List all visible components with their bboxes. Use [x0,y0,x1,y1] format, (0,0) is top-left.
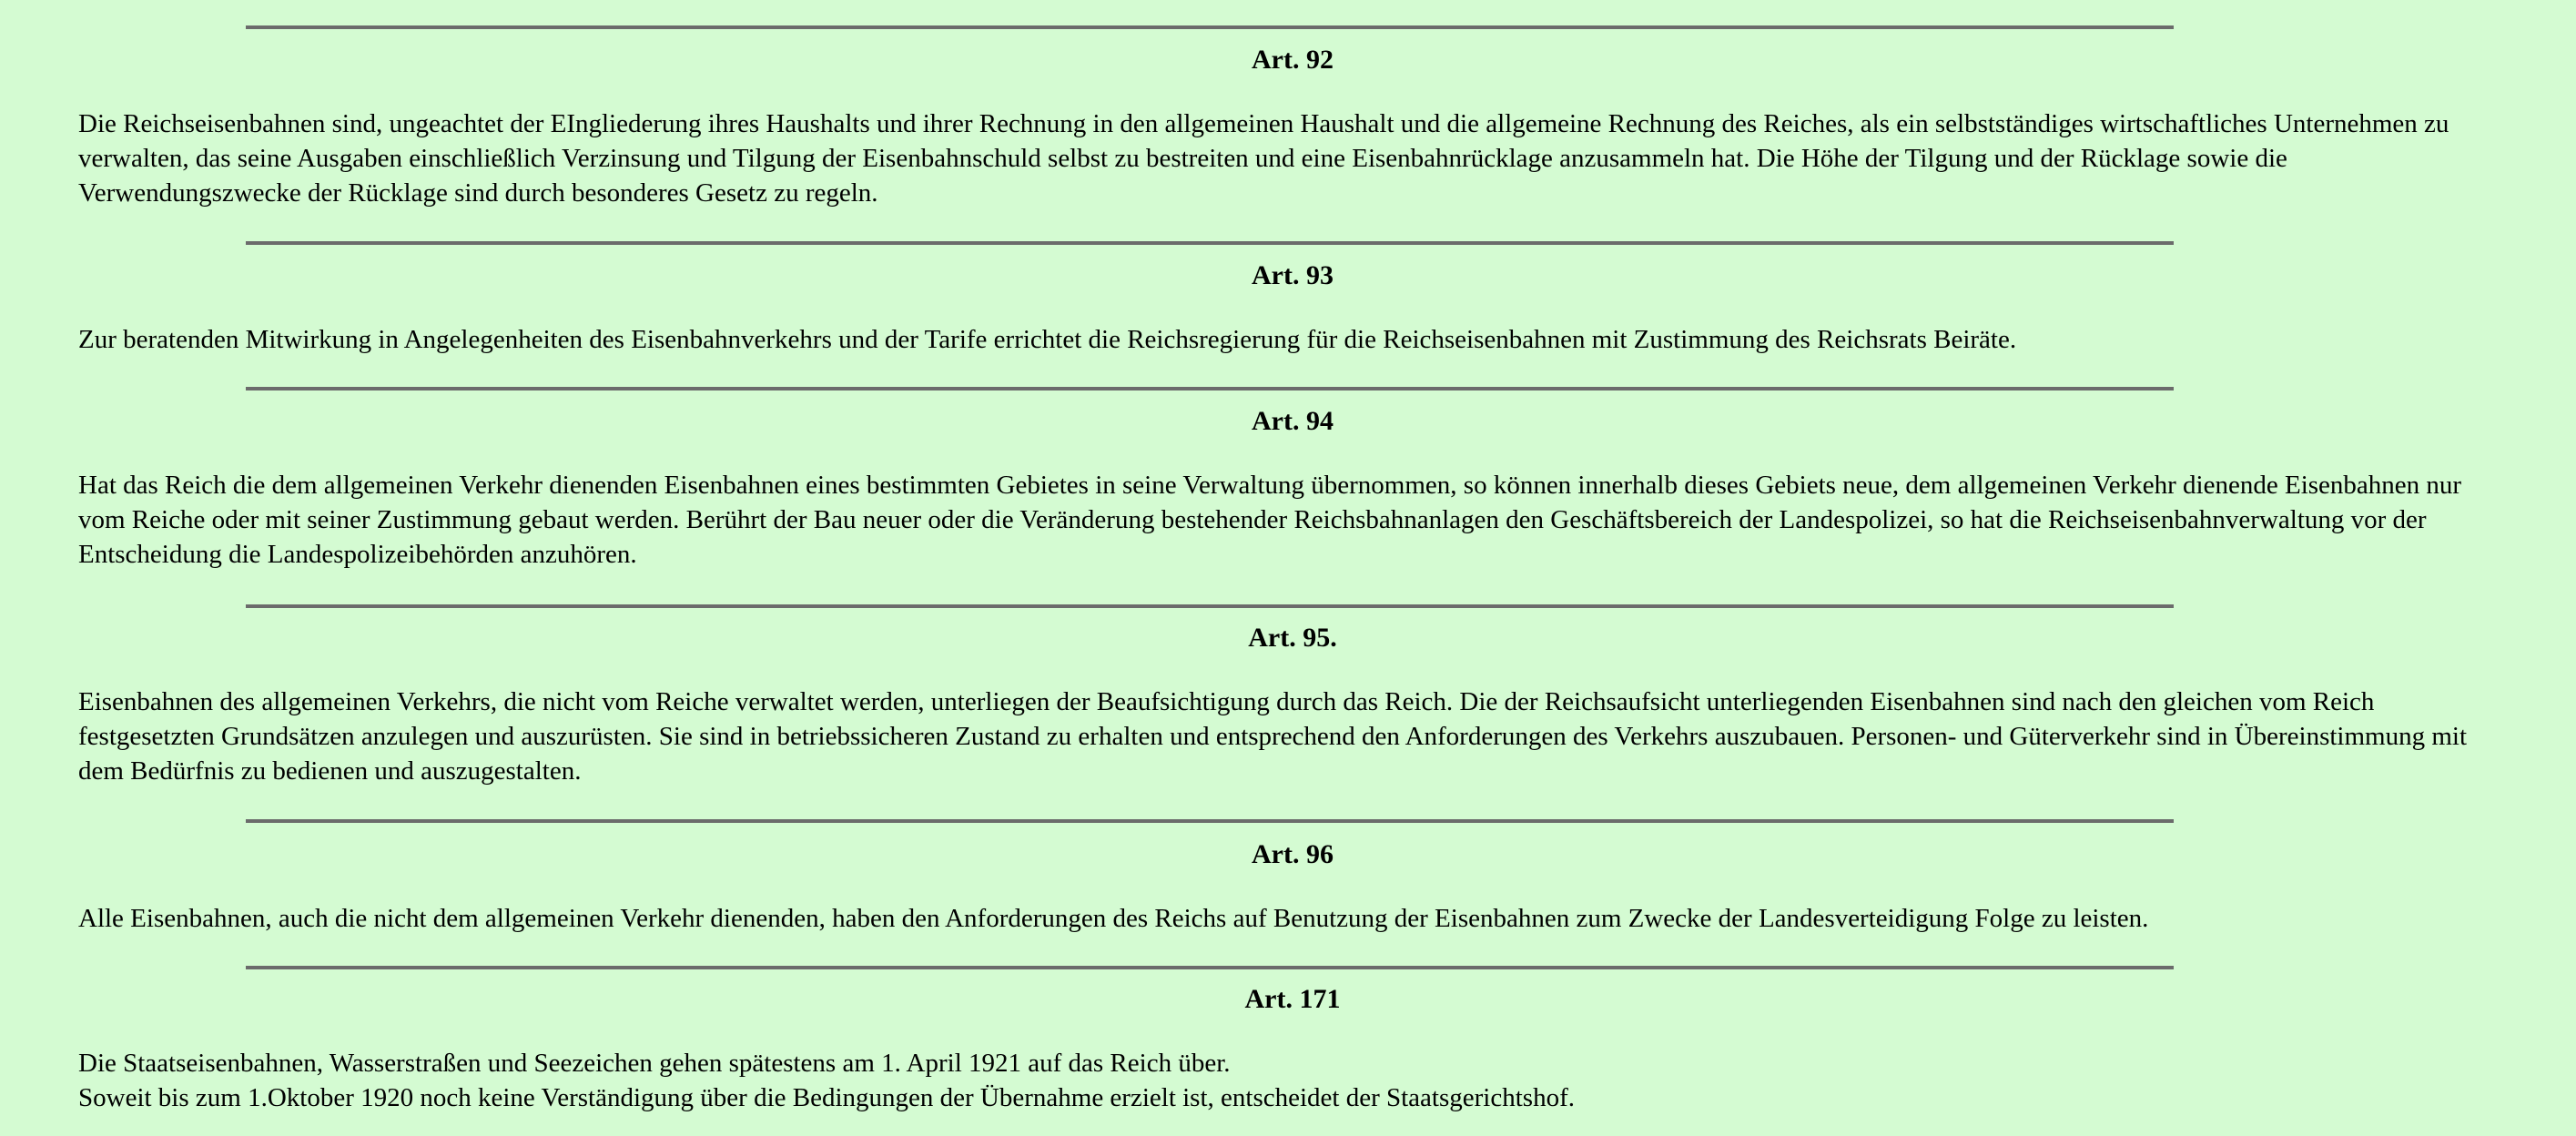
article-divider [246,604,2174,608]
article-text: Zur beratenden Mitwirkung in Angelegenheiten des Eisenbahnverkehrs und der Tarife errichtet die Reichsregierung für die Reichseisenbahnen mit Zustimmung des Reichsrats Beiräte. [78,325,2017,354]
article-divider [246,25,2174,29]
article-text: Die Reichseisenbahnen sind, ungeachtet der EIngliederung ihres Haushalts und ihrer Rechnung in den allgemeinen Haushalt und die allgemeine Rechnung des Reiches, als ein selbstständiges wirtschaftliches Unternehmen zu verwalten, das seine Ausgaben einschließlich Verzinsung und Tilgung der Eisenbahnschuld selbst zu bestreiten und eine Eisenbahnrücklage anzusammeln hat. Die Höhe der Tilgung und der Rücklage sowie die Verwendungszwecke der Rücklage sind durch besonderes Gesetz zu regeln. [78,109,2449,208]
article-heading: Art. 93 [1252,260,1334,290]
article-heading: Art. 94 [1252,406,1334,436]
article-heading: Art. 171 [1244,984,1341,1014]
article-text-line: Soweit bis zum 1.Oktober 1920 noch keine Verständigung über die Bedingungen der Übernahme erzielt ist, entscheidet der Staatsgerichtshof. [78,1083,1575,1112]
article-text: Eisenbahnen des allgemeinen Verkehrs, die nicht vom Reiche verwaltet werden, unterliegen der Beaufsichtigung durch das Reich. Die der Reichsaufsicht unterliegenden Eisenbahnen sind nach den gleichen vom Reich festgesetzten Grundsätzen anzulegen und auszurüsten. Sie sind in betriebssicheren Zustand zu erhalten und entsprechend den Anforderungen des Verkehrs auszubauen. Personen- und Güterverkehr sind in Übereinstimmung mit dem Bedürfnis zu bedienen und auszugestalten. [78,687,2468,786]
article-text: Alle Eisenbahnen, auch die nicht dem allgemeinen Verkehr dienenden, haben den Anforderungen des Reichs auf Benutzung der Eisenbahnen zum Zwecke der Landesverteidigung Folge zu leisten. [78,904,2149,933]
article-divider [246,819,2174,823]
article-divider [246,241,2174,245]
article-text [78,1046,2490,1115]
article-text-line: Die Staatseisenbahnen, Wasserstraßen und Seezeichen gehen spätestens am 1. April 1921 auf das Reich über. [78,1049,1231,1078]
article-divider [246,966,2174,969]
article-divider [246,387,2174,390]
article-heading: Art. 92 [1252,45,1334,75]
article-heading: Art. 95. [1248,623,1337,653]
article-heading: Art. 96 [1252,839,1334,869]
article-text: Hat das Reich die dem allgemeinen Verkehr dienenden Eisenbahnen eines bestimmten Gebietes in seine Verwaltung übernommen, so können innerhalb dieses Gebiets neue, dem allgemeinen Verkehr dienende Eisenbahnen nur vom Reiche oder mit seiner Zustimmung gebaut werden. Berührt der Bau neuer oder die Veränderung bestehender Reichsbahnanlagen den Geschäftsbereich der Landespolizei, so hat die Reichseisenbahnverwaltung vor der Entscheidung die Landespolizeibehörden anzuhören. [78,471,2462,569]
